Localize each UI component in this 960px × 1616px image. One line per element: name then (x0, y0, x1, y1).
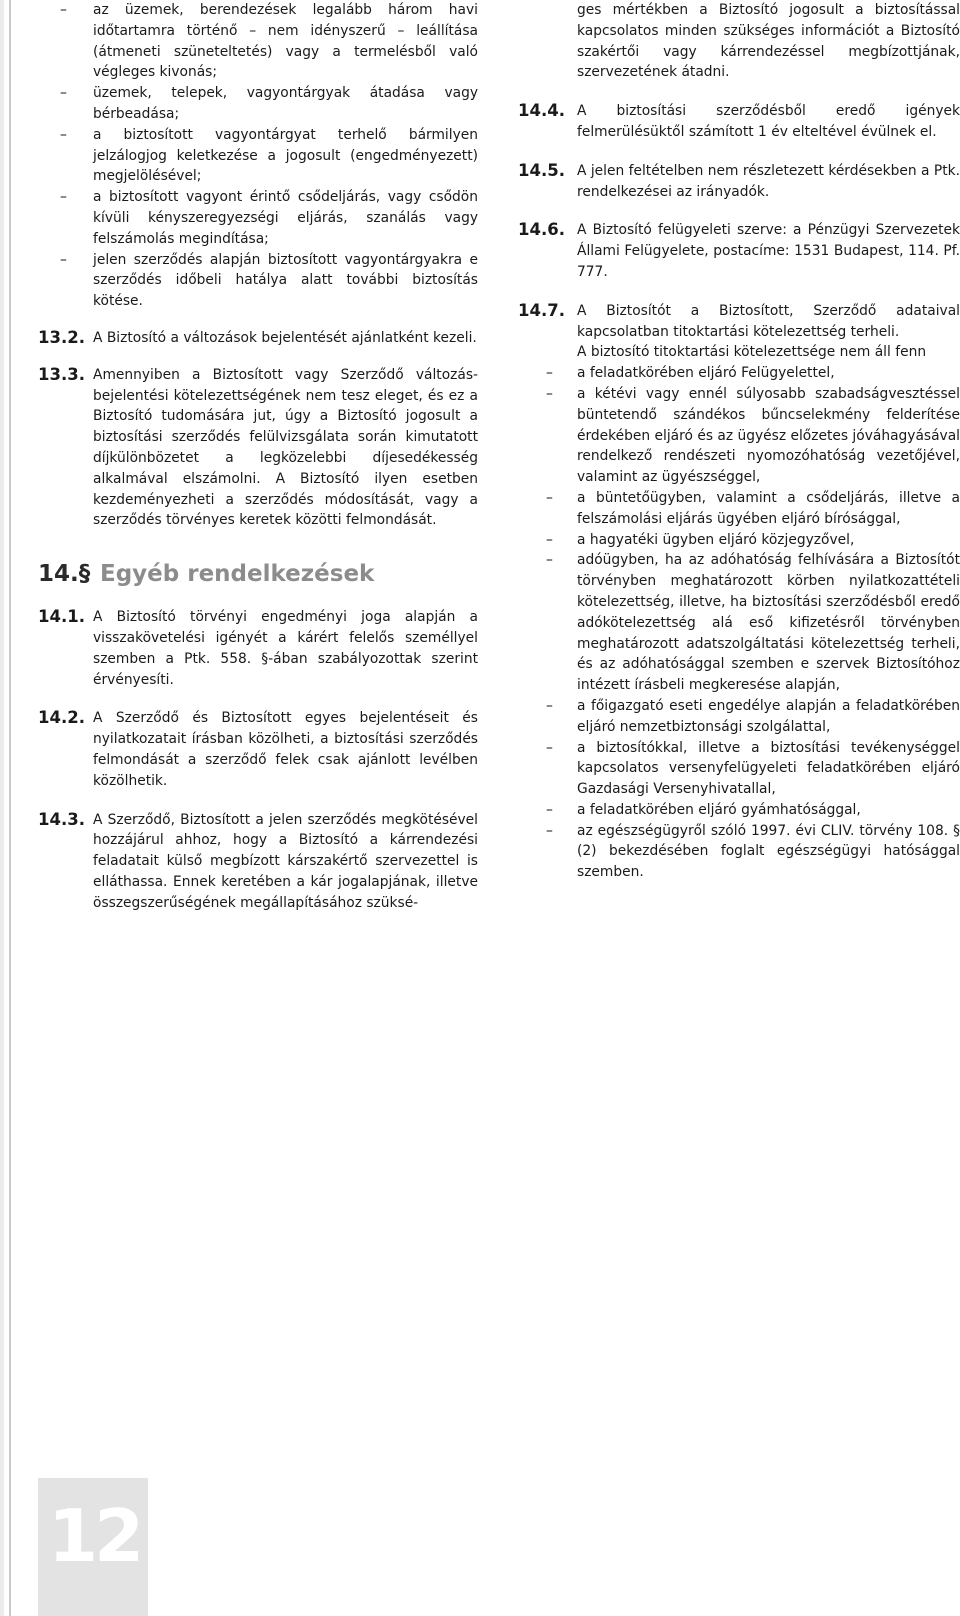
paragraph-14-3 (38, 810, 478, 914)
paragraph-text: A Szerződő, Biztosított a jelen szerződés megkötésével hozzájárul ahhoz, hogy a Biztosító a kárrendezési feladatait külső megbízott kárszakértő szervezettel is elláthassa. Ennek keretében a kár jogalapjának, illetve összegszerűségének megállapításához szüksé- (93, 811, 478, 911)
list-item: – a biztosított vagyont érintő csődeljárás, vagy csődön kívüli kényszeregyezségi eljárás, szanálás vagy felszámolás megindítása; (38, 187, 478, 249)
list-item: – a biztosítókkal, illetve a biztosítási tevékenységgel kapcsolatos versenyfelügyeleti feladatkörében eljáró Gazdasági Versenyhivatallal, (542, 738, 960, 800)
paragraph-13-2 (38, 328, 478, 349)
paragraph-number: 14.3. (38, 809, 85, 829)
list-item: – a büntetőügyben, valamint a csődeljárás, illetve a felszámolási eljárás ügyében eljáró bírósággal, (542, 488, 960, 530)
list-item: – az egészségügyről szóló 1997. évi CLIV. törvény 108. § (2) bekezdésében foglalt egészségügyi hatósággal szemben. (542, 821, 960, 883)
list-item: – üzemek, telepek, vagyontárgyak átadása vagy bérbeadása; (38, 83, 478, 125)
right-column (518, 0, 960, 883)
paragraph-text: A Szerződő és Biztosított egyes bejelentéseit és nyilatkozatait írásban közölheti, a biztosítási szerződés felmondását a szerződő felek csak ajánlott levélben közölhetik. (93, 710, 478, 789)
list-item: – a biztosított vagyontárgyat terhelő bármilyen jelzálogjog keletkezése a jogosult (engedményezett) megjelölésével; (38, 125, 478, 187)
paragraph-text: A Biztosító a változások bejelentését ajánlatként kezeli. (93, 329, 477, 346)
paragraph-number: 13.2. (38, 327, 85, 347)
list-item: – a feladatkörében eljáró Felügyelettel, (542, 363, 960, 384)
paragraph-13-3 (38, 365, 478, 531)
continuation-text: ges mértékben a Biztosító jogosult a biztosítással kapcsolatos minden szükséges információt a Biztosító szakértői vagy kárrendezéssel megbízottjának, szervezetének átadni. (577, 2, 960, 81)
paragraph-text: A biztosítási szerződésből eredő igények felmerülésüktől számított 1 év elteltével évülnek el. (577, 103, 960, 140)
list-item: – adóügyben, ha az adóhatóság felhívására a Biztosítót törvényben meghatározott körben nyilatkozattételi kötelezettség, illetve, ha biztosítási szerződésből eredő adókötelezettség alá eső kifizetésről törvényben meghatározott adatszolgáltatási kötelezettség terheli, és az adóhatósággal szemben e szervek Biztosítóhoz intézett írásbeli megkeresése alapján, (542, 550, 960, 696)
paragraph-14-7 (518, 301, 960, 343)
paragraph-number: 14.1. (38, 607, 85, 627)
list-item: – a feladatkörében eljáró gyámhatósággal, (542, 800, 960, 821)
paragraph-text: Amennyiben a Biztosított vagy Szerződő változás-bejelentési kötelezettségének nem tesz eleget, és ez a Biztosító tudomására jut, úgy a Biztosító jogosult a biztosítási szerződés felülvizsgálata során kimutatott díjkülönbözetet a legközelebbi díjesedékesség alkalmával elszámolni. A Biztosító ilyen esetben kezdeményezheti a szerződés módosítását, vagy a szerződés törvényes keretek közötti felmondását. (93, 366, 478, 529)
paragraph-text: A jelen feltételben nem részletezett kérdésekben a Ptk. rendelkezései az irányadók. (577, 162, 960, 200)
paragraph-number: 14.5. (518, 160, 565, 180)
page-edge-bar (0, 0, 4, 1616)
section-title: Egyéb rendelkezések (100, 561, 375, 588)
list-item: – az üzemek, berendezések legalább három havi időtartamra történő – nem idényszerű – leállítása (átmeneti szüneteltetés) vagy a termelésből való végleges kivonás; (38, 0, 478, 83)
change-list (38, 0, 478, 312)
paragraph-number: 14.7. (518, 300, 565, 320)
paragraph-14-1 (38, 607, 478, 690)
section-heading-14 (38, 559, 478, 589)
paragraph-text: A Biztosító felügyeleti szerve: a Pénzügyi Szervezetek Állami Felügyelete, postacíme: 1531 Budapest, 114. Pf. 777. (577, 222, 960, 280)
list-item: – a hagyatéki ügyben eljáró közjegyzővel, (542, 530, 960, 551)
paragraph-14-2 (38, 708, 478, 791)
list-item: – a főigazgató eseti engedélye alapján a feladatkörében eljáró nemzetbiztonsági szolgálattal, (542, 696, 960, 738)
paragraph-number: 13.3. (38, 364, 85, 384)
paragraph-14-4 (518, 101, 960, 143)
page-number-box (38, 1478, 148, 1616)
paragraph-number: 14.6. (518, 220, 565, 240)
paragraph-14-5 (518, 161, 960, 203)
list-item: – jelen szerződés alapján biztosított vagyontárgyakra e szerződés időbeli hatálya alatt további biztosítás kötése. (38, 250, 478, 312)
page-edge-line (9, 0, 11, 1616)
paragraph-text: A Biztosítót a Biztosított, Szerződő adataival kapcsolatban titoktartási kötelezettség terheli. (577, 302, 960, 340)
list-item: – a kétévi vagy ennél súlyosabb szabadságvesztéssel büntetendő szándékos bűncselekmény felderítése érdekében eljáró és az ügyész előzetes jóváhagyásával rendelkező rendészeti nyomozóhatóság vezetőjével, valamint az ügyészséggel, (542, 384, 960, 488)
confidentiality-intro: A biztosító titoktartási kötelezettsége nem áll fenn (577, 344, 927, 361)
confidentiality-exceptions-list (518, 363, 960, 883)
paragraph-number: 14.4. (518, 101, 565, 121)
paragraph-14-6 (518, 220, 960, 282)
paragraph-text: A Biztosító törvényi engedményi joga alapján a visszakövetelési igényét a kárért felelős személlyel szemben a Ptk. 558. §-ában szabályozottak szerint érvényesíti. (93, 609, 478, 688)
section-number: 14.§ (38, 561, 91, 588)
paragraph-number: 14.2. (38, 708, 85, 728)
left-column (38, 0, 478, 913)
page-number: 12 (48, 1494, 141, 1578)
